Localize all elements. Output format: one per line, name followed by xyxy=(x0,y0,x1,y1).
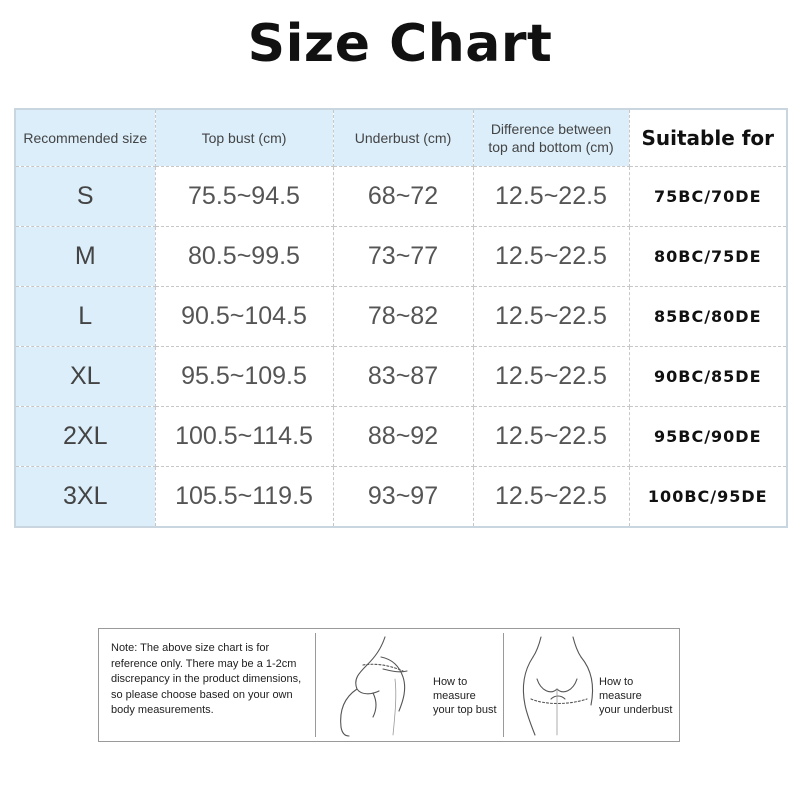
header-difference-line1: Difference between xyxy=(490,121,612,137)
cell-top-bust: 105.5~119.5 xyxy=(155,467,333,528)
cell-suitable: 75BC/70DE xyxy=(629,167,787,227)
underbust-label-line2: measure xyxy=(599,690,642,702)
size-table xyxy=(14,108,788,528)
cell-underbust: 68~72 xyxy=(333,167,473,227)
cell-underbust: 88~92 xyxy=(333,407,473,467)
underbust-label xyxy=(599,675,672,717)
cell-suitable: 80BC/75DE xyxy=(629,227,787,287)
cell-difference: 12.5~22.5 xyxy=(473,467,629,528)
top-bust-label xyxy=(433,675,497,717)
header-difference-line2: top and bottom (cm) xyxy=(488,139,614,155)
cell-difference: 12.5~22.5 xyxy=(473,167,629,227)
cell-difference: 12.5~22.5 xyxy=(473,347,629,407)
cell-suitable: 95BC/90DE xyxy=(629,407,787,467)
table-row xyxy=(15,467,787,528)
cell-underbust: 73~77 xyxy=(333,227,473,287)
note-divider xyxy=(315,633,316,737)
cell-suitable: 100BC/95DE xyxy=(629,467,787,528)
table-row xyxy=(15,167,787,227)
top-bust-label-line3: your top bust xyxy=(433,704,497,716)
cell-suitable: 90BC/85DE xyxy=(629,347,787,407)
page-title: Size Chart xyxy=(247,14,553,74)
top-bust-measure-illustration-icon xyxy=(323,635,423,737)
cell-top-bust: 75.5~94.5 xyxy=(155,167,333,227)
header-difference xyxy=(473,109,629,167)
header-size: Recommended size xyxy=(15,109,155,167)
measurement-note-panel xyxy=(98,628,680,742)
table-header-row xyxy=(15,109,787,167)
cell-top-bust: 95.5~109.5 xyxy=(155,347,333,407)
table-row xyxy=(15,287,787,347)
cell-underbust: 83~87 xyxy=(333,347,473,407)
cell-size: 2XL xyxy=(15,407,155,467)
table-row xyxy=(15,347,787,407)
cell-top-bust: 80.5~99.5 xyxy=(155,227,333,287)
cell-top-bust: 90.5~104.5 xyxy=(155,287,333,347)
header-underbust: Underbust (cm) xyxy=(333,109,473,167)
table-row xyxy=(15,227,787,287)
top-bust-label-line1: How to xyxy=(433,676,468,688)
header-suitable: Suitable for xyxy=(629,109,787,167)
top-bust-label-line2: measure xyxy=(433,690,476,702)
cell-size: 3XL xyxy=(15,467,155,528)
cell-suitable: 85BC/80DE xyxy=(629,287,787,347)
cell-size: S xyxy=(15,167,155,227)
note-divider xyxy=(503,633,504,737)
size-note-text: Note: The above size chart is for reference only. There may be a 1-2cm discrepancy in the product dimensions, so please choose based on your own body measurements. xyxy=(111,642,302,716)
cell-difference: 12.5~22.5 xyxy=(473,407,629,467)
cell-difference: 12.5~22.5 xyxy=(473,227,629,287)
cell-underbust: 78~82 xyxy=(333,287,473,347)
cell-size: L xyxy=(15,287,155,347)
cell-size: M xyxy=(15,227,155,287)
underbust-label-line3: your underbust xyxy=(599,704,673,716)
cell-difference: 12.5~22.5 xyxy=(473,287,629,347)
underbust-measure-illustration-icon xyxy=(511,635,603,737)
cell-top-bust: 100.5~114.5 xyxy=(155,407,333,467)
underbust-label-line1: How to xyxy=(599,676,634,688)
cell-underbust: 93~97 xyxy=(333,467,473,528)
table-row xyxy=(15,407,787,467)
header-top-bust: Top bust (cm) xyxy=(155,109,333,167)
cell-size: XL xyxy=(15,347,155,407)
